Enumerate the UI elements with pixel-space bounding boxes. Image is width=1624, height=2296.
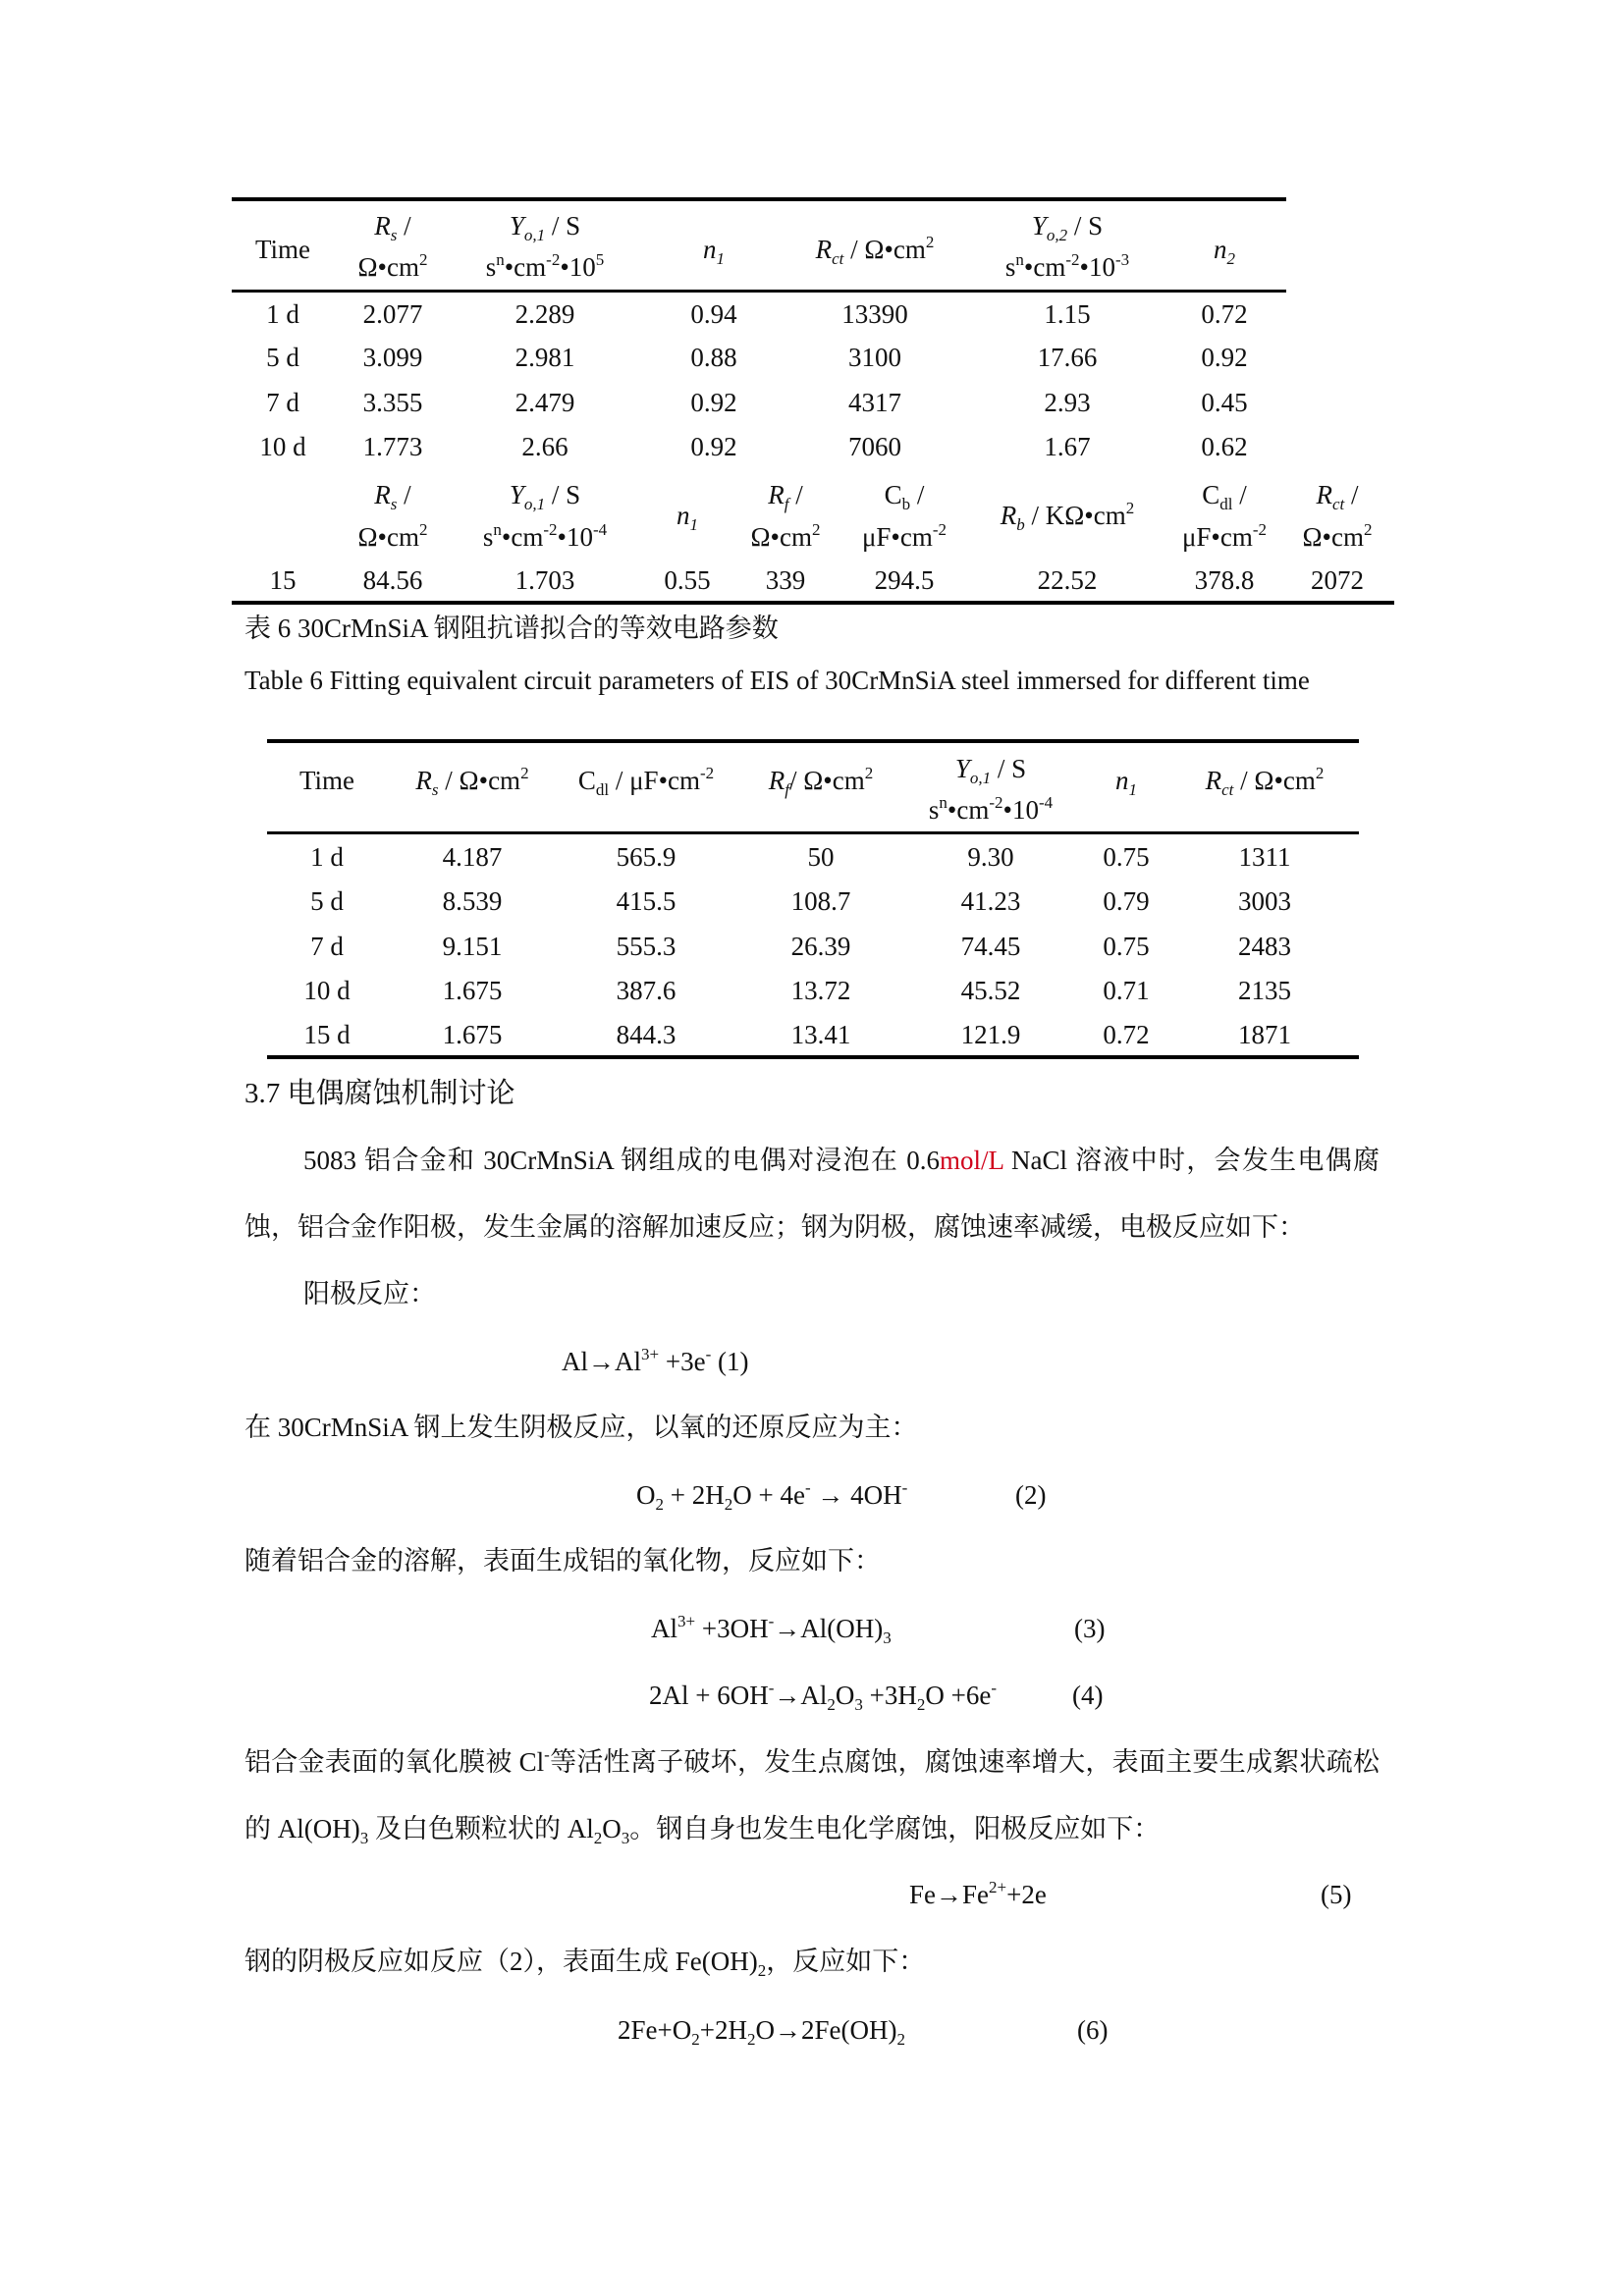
table1-cell: 0.92 [690, 432, 737, 461]
equation-3-number: (3) [1074, 1614, 1106, 1643]
table2-cell: 1.675 [442, 976, 503, 1005]
table2-cell: 1.675 [442, 1020, 503, 1049]
table2-cell: 3003 [1238, 886, 1291, 916]
table1-header-cell: $Y_{o,2}$ / S [1031, 211, 1104, 244]
table1-header-cell: $s^n•cm^{-2}•10^{-3}$ [1004, 250, 1130, 282]
paragraph-oxide-film: 铝合金表面的氧化膜被 Cl-等活性离子破坏，发生点腐蚀，腐蚀速率增大，表面主要生成絮状疏松的 $Al(OH)_3$ 及白色颗粒状的 $Al_2O_3$。钢自身也发生电化学腐蚀，阳极反应如下： [244, 1745, 1380, 1847]
table2-cell: 0.72 [1103, 1020, 1150, 1049]
table1-cell: 7060 [848, 432, 901, 461]
table1-cell: 3100 [848, 343, 901, 372]
table2-header-cell: $n_1$ [1115, 766, 1137, 799]
table2-header-cell: $C_{dl}$ / $\mu F•cm^{-2}$ [577, 764, 715, 799]
table2-cell: 10 d [303, 976, 351, 1005]
table1-cell: 0.92 [690, 388, 737, 417]
table1-cell: 1.67 [1044, 432, 1091, 461]
table1-cell: 15 [269, 565, 297, 595]
table1-header2-cell: $n_1$ [677, 501, 698, 534]
table1-top-rule [232, 197, 1286, 201]
table1-cell: 2.981 [514, 343, 575, 372]
table1-header-cell: Time [254, 235, 311, 264]
table2-bottom-rule [267, 1055, 1359, 1059]
table1-header2-cell: $Y_{o,1}$ / S [509, 480, 581, 513]
table1-cell: 0.72 [1201, 299, 1248, 329]
table1-cell: 0.62 [1201, 432, 1248, 461]
table1-header2-cell: $R_f$ / [768, 480, 803, 513]
table1-cell: 0.88 [690, 343, 737, 372]
paragraph-galvanic: 5083 铝合金和 30CrMnSiA 钢组成的电偶对浸泡在 0.6mol/L NaCl 溶液中时，会发生电偶腐蚀，铝合金作阳极，发生金属的溶解加速反应；钢为阴极，腐蚀速率减缓，电极反应如下： [244, 1146, 1380, 1242]
table1-cell: 0.94 [690, 299, 737, 329]
table2-top-rule [267, 739, 1359, 743]
table1-header2-cell: $\mu F•cm^{-2}$ [1181, 520, 1268, 552]
table2-cell: 5 d [310, 886, 344, 916]
table2-cell: 15 d [303, 1020, 351, 1049]
table1-cell: 4317 [848, 388, 901, 417]
table1-header2-cell: $s^n•cm^{-2}•10^{-4}$ [482, 520, 608, 552]
table2-cell: 7 d [310, 932, 344, 961]
equation-4-number: (4) [1072, 1681, 1104, 1710]
table1-cell: 0.45 [1201, 388, 1248, 417]
equation-2: $O_2 + 2H_2O + 4e^- \to 4OH^-$ [636, 1478, 908, 1514]
table1-cell: 22.52 [1037, 565, 1098, 595]
table2-cell: 108.7 [790, 886, 851, 916]
table1-cell: 2.66 [521, 432, 568, 461]
table1-header-cell: $s^n•cm^{-2}•10^5$ [485, 250, 605, 282]
table2-cell: 1 d [310, 842, 344, 872]
equation-6-number: (6) [1077, 2015, 1109, 2045]
table2-cell: 0.75 [1103, 842, 1150, 872]
section-heading: 3.7 电偶腐蚀机制讨论 [244, 1078, 515, 1109]
table1-cell: 0.55 [664, 565, 711, 595]
table2-header-cell: $R_s$ / $\Omega•cm^2$ [415, 764, 529, 799]
table2-cell: 1311 [1238, 842, 1291, 872]
table1-cell: 0.92 [1201, 343, 1248, 372]
table1-header-cell: $Y_{o,1}$ / S [509, 211, 581, 244]
table1-cell: 1.773 [362, 432, 423, 461]
table1-bottom-rule [232, 601, 1394, 605]
equation-4: $2Al + 6OH^-\to Al_2O_3 +3H_2O +6e^-$ [649, 1679, 998, 1714]
table2-cell: 4.187 [442, 842, 503, 872]
table1-header2-cell: $\Omega•cm^2$ [1302, 520, 1373, 552]
equation-1: $Al\to Al^{3+} +3e^-$ (1) [562, 1345, 749, 1376]
table2-header-cell: Time [298, 766, 355, 795]
table2-cell: 1871 [1238, 1020, 1291, 1049]
table2-cell: 844.3 [616, 1020, 677, 1049]
table1-cell: 2.077 [362, 299, 423, 329]
table2-header-cell: $R_{ct}$ / $\Omega•cm^2$ [1205, 764, 1325, 799]
table2-cell: 2483 [1238, 932, 1291, 961]
equation-6: $2Fe+O_2+2H_2O\to 2Fe(OH)_2$ [618, 2015, 905, 2049]
table1-cell: 3.355 [362, 388, 423, 417]
table1-cell: 3.099 [362, 343, 423, 372]
table2-cell: 13.72 [790, 976, 851, 1005]
table2-cell: 45.52 [960, 976, 1021, 1005]
table1-header2-cell: $R_b$ / $K\Omega•cm^2$ [1000, 499, 1135, 534]
table2-cell: 415.5 [616, 886, 677, 916]
paragraph-dissolution: 随着铝合金的溶解，表面生成铝的氧化物，反应如下： [244, 1546, 881, 1575]
table2-cell: 9.30 [967, 842, 1014, 872]
paragraph-steel-cathode: 钢的阴极反应如反应（2），表面生成 $Fe(OH)_2$，反应如下： [244, 1947, 926, 1980]
table1-header2-cell: $C_b$ / [884, 480, 925, 513]
table1-header2-cell: $R_s$ / [374, 480, 411, 513]
table2-cell: 0.75 [1103, 932, 1150, 961]
table1-cell: 378.8 [1194, 565, 1255, 595]
table1-cell: 2.289 [514, 299, 575, 329]
table1-cell: 1.15 [1044, 299, 1091, 329]
table1-cell: 84.56 [362, 565, 423, 595]
table-caption-en: Table 6 Fitting equivalent circuit parameters of EIS of 30CrMnSiA steel immersed for different time [244, 666, 1310, 695]
table2-cell: 8.539 [442, 886, 503, 916]
table1-cell: 10 d [259, 432, 306, 461]
table1-header2-cell: $R_{ct}$ / [1316, 480, 1359, 513]
table1-header-cell: $\Omega•cm^2$ [357, 250, 428, 282]
table1-cell: 2.93 [1044, 388, 1091, 417]
table2-cell: 121.9 [960, 1020, 1021, 1049]
table2-cell: 2135 [1238, 976, 1291, 1005]
table2-cell: 565.9 [616, 842, 677, 872]
table1-cell: 339 [765, 565, 806, 595]
table2-header-cell: $Y_{o,1}$ / S [954, 754, 1027, 787]
equation-3: $Al^{3+} +3OH^-\to Al(OH)_3$ [651, 1612, 892, 1647]
table2-cell: 9.151 [442, 932, 503, 961]
table1-header-cell: $R_{ct}$ / $\Omega•cm^2$ [815, 233, 935, 268]
table1-cell: 7 d [266, 388, 299, 417]
table1-header2-cell: $C_{dl}$ / [1202, 480, 1247, 513]
table1-cell: 13390 [841, 299, 908, 329]
table1-header-cell: $R_s$ / [374, 211, 411, 244]
table1-cell: 2.479 [514, 388, 575, 417]
table2-cell: 74.45 [960, 932, 1021, 961]
paragraph-cathode: 在 30CrMnSiA 钢上发生阴极反应，以氧的还原反应为主： [244, 1413, 918, 1442]
table1-header-rule [232, 290, 1286, 293]
table2-cell: 0.79 [1103, 886, 1150, 916]
table2-cell: 26.39 [790, 932, 851, 961]
table1-header2-cell: $\mu F•cm^{-2}$ [861, 520, 947, 552]
table1-cell: 1 d [266, 299, 299, 329]
table1-header-cell: $n_1$ [703, 235, 725, 268]
table1-cell: 2072 [1311, 565, 1364, 595]
table1-header-cell: $n_2$ [1214, 235, 1235, 268]
table1-cell: 17.66 [1037, 343, 1098, 372]
equation-5-number: (5) [1321, 1880, 1352, 1909]
table2-header-cell: $s^n•cm^{-2}•10^{-4}$ [928, 793, 1054, 825]
equation-5: $Fe\to Fe^{2+}+2e$ [909, 1878, 1047, 1909]
table2-cell: 555.3 [616, 932, 677, 961]
table1-cell: 1.703 [514, 565, 575, 595]
table2-cell: 387.6 [616, 976, 677, 1005]
table2-cell: 13.41 [790, 1020, 851, 1049]
equation-2-number: (2) [1015, 1480, 1047, 1510]
table2-cell: 50 [807, 842, 835, 872]
table1-cell: 5 d [266, 343, 299, 372]
table2-header-rule [267, 831, 1359, 834]
table2-cell: 0.71 [1103, 976, 1150, 1005]
anode-label: 阳极反应： [303, 1279, 436, 1308]
table1-header2-cell: $\Omega•cm^2$ [357, 520, 428, 552]
table-caption-zh: 表 6 30CrMnSiA 钢阻抗谱拟合的等效电路参数 [244, 614, 779, 643]
table2-header-cell: $R_f/$ $\Omega•cm^2$ [768, 764, 874, 799]
table2-cell: 41.23 [960, 886, 1021, 916]
table1-cell: 294.5 [874, 565, 935, 595]
table1-header2-cell: $\Omega•cm^2$ [750, 520, 821, 552]
